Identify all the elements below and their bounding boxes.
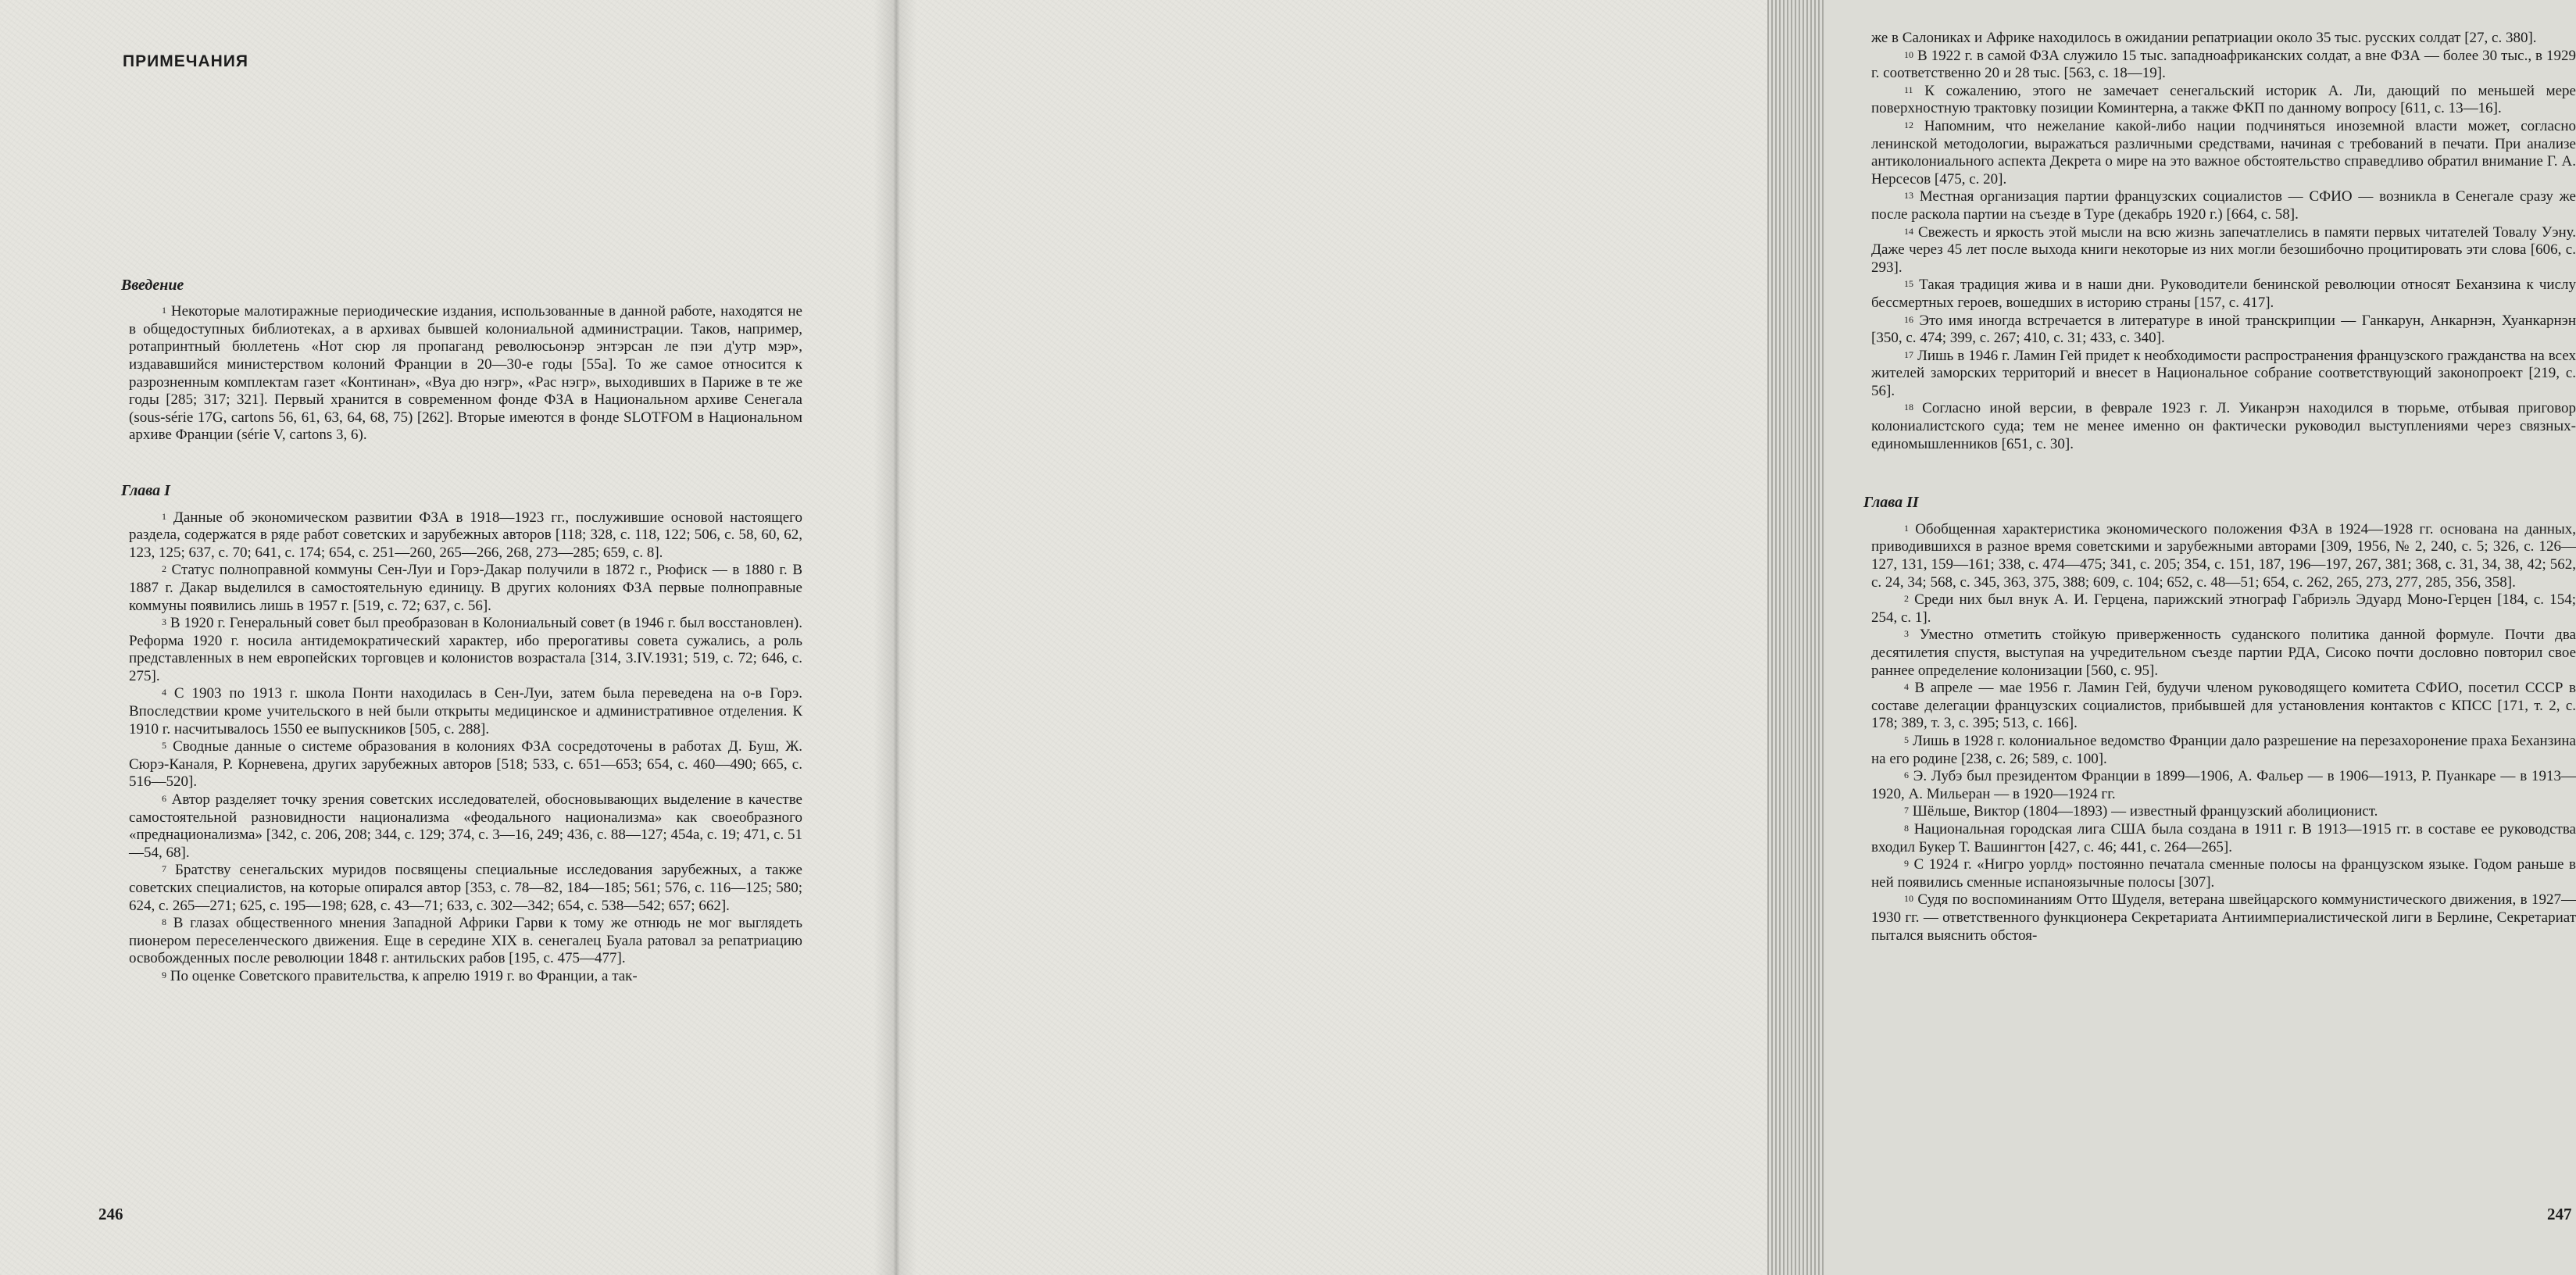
footnote-number: 1 bbox=[1904, 522, 1909, 534]
footnote-text: Обобщенная характеристика экономического положения ФЗА в 1924—1928 гг. основана на данных, приводившихся в разное время советскими и зарубежными авторами [309, 1956, № 2, 240, с. 5; 326, с. 126—127, 131, 159—161; 338, с. 474—475; 341, с. 205; 354, с. 151, 187, 196—197, 267, 381; 368, с. 31, 34, 38, 42; 562, с. 24, 34; 568, с. 345, 363, 375, 388; 609, с. 104; 652, с. 48—51; 654, с. 262, 265, 273, 277, 285, 356, 358]. bbox=[1871, 520, 2576, 591]
footnote-number: 8 bbox=[162, 916, 166, 928]
footnote-number: 9 bbox=[162, 969, 166, 980]
footnote-number: 8 bbox=[1904, 822, 1909, 834]
footnote-text: В 1922 г. в самой ФЗА служило 15 тыс. западноафриканских солдат, а вне ФЗА — более 30 тыс., в 1929 г. соответственно 20 и 28 тыс. [563, с. 18—19]. bbox=[1871, 47, 2576, 82]
footnote bbox=[1871, 348, 2576, 401]
footnote bbox=[129, 915, 802, 968]
footnote bbox=[1871, 83, 2576, 118]
footnote-number: 5 bbox=[1904, 734, 1909, 745]
footnote-number: 4 bbox=[162, 687, 166, 698]
footnote bbox=[1871, 768, 2576, 803]
intro-notes-list bbox=[129, 303, 802, 445]
footnote-number: 1 bbox=[162, 305, 166, 316]
footnote-text: По оценке Советского правительства, к апрелю 1919 г. во Франции, а так- bbox=[166, 967, 638, 984]
page-number-left: 246 bbox=[98, 1205, 123, 1223]
footnote bbox=[1871, 733, 2576, 768]
footnote-text: С 1903 по 1913 г. школа Понти находилась в Сен-Луи, затем была переведена на о-в Горэ. Впоследствии кроме учительского в ней были открыты медицинское и административное отделения. К 1910 г. насчитывалось 1550 ее выпускников [505, с. 288]. bbox=[129, 685, 802, 738]
page-number-right: 247 bbox=[2547, 1205, 2572, 1223]
footnote-text: Судя по воспоминаниям Отто Шуделя, ветерана швейцарского коммунистического движения, в 1927—1930 гг. — ответственного функционера Секретариата Антиимпериалистической лиги в Берлине, Секретариат пытался выяснить обстоя- bbox=[1871, 891, 2576, 944]
notes-title: ПРИМЕЧАНИЯ bbox=[123, 52, 248, 70]
footnote-number: 10 bbox=[1904, 48, 1913, 60]
footnote-number: 15 bbox=[1904, 278, 1913, 290]
footnote-text: Свежесть и яркость этой мысли на всю жизнь запечатлелись в памяти первых читателей Товалу Уэну. Даже через 45 лет после выхода книги некоторые из них могли безошибочно процитировать эти слова [606, с. 293]. bbox=[1871, 223, 2576, 276]
chapter-1-notes-continued-list bbox=[1871, 48, 2576, 454]
footnote bbox=[129, 685, 802, 738]
footnote-number: 6 bbox=[1904, 770, 1909, 781]
chapter-1-notes-list bbox=[129, 509, 802, 986]
footnote bbox=[1871, 400, 2576, 453]
left-page bbox=[0, 0, 899, 1275]
footnote-text: Такая традиция жива и в наши дни. Руководители бенинской революции относят Беханзина к числу бессмертных героев, вошедших в историю страны [157, с. 417]. bbox=[1871, 277, 2576, 311]
footnote bbox=[129, 738, 802, 791]
footnote-number: 3 bbox=[1904, 628, 1909, 640]
footnote-text: Национальная городская лига США была создана в 1911 г. В 1913—1915 гг. в составе ее руководства входил Букер Т. Вашингтон [427, с. 46; 441, с. 264—265]. bbox=[1871, 820, 2576, 855]
footnote-text: С 1924 г. «Нигро уорлд» постоянно печатала сменные полосы на французском языке. Годом раньше в ней появились сменные испаноязычные полосы [307]. bbox=[1871, 856, 2576, 891]
footnote-text: Уместно отметить стойкую приверженность суданского политика данной формуле. Почти два десятилетия спустя, выступая на учредительном съезде партии РДА, Сисоко почти дословно повторил свое раннее определение колонизации [560, с. 95]. bbox=[1871, 627, 2576, 679]
chapter-2-notes-list bbox=[1871, 521, 2576, 945]
left-text-column bbox=[121, 28, 802, 986]
footnote-text: Лишь в 1946 г. Ламин Гей придет к необходимости распространения французского гражданства на всех жителей заморских территорий и внесет в Национальное собрание соответствующий законопроект [219, с. 56]. bbox=[1871, 347, 2576, 399]
chapter-2-heading: Глава II bbox=[1863, 494, 1919, 512]
footnote bbox=[1871, 188, 2576, 223]
footnote bbox=[1871, 48, 2576, 83]
footnote-number: 2 bbox=[162, 563, 166, 575]
footnote-text: Шёльше, Виктор (1804—1893) — известный французский аболиционист. bbox=[1909, 803, 2378, 820]
footnote-number: 16 bbox=[1904, 313, 1913, 325]
footnote-number: 4 bbox=[1904, 681, 1909, 693]
footnote-number: 3 bbox=[162, 616, 166, 628]
footnote bbox=[1871, 856, 2576, 891]
footnote-number: 7 bbox=[1904, 805, 1909, 816]
footnote-number: 2 bbox=[1904, 593, 1909, 605]
footnote-text: В 1920 г. Генеральный совет был преобразован в Колониальный совет (в 1946 г. был восстановлен). Реформа 1920 г. носила антидемократический характер, ибо прерогативы совета сужались, а роль представленных в нем европейских торговцев и колонистов возрастала [314, 3.IV.1931; 519, с. 72; 646, с. 275]. bbox=[129, 615, 802, 684]
footnote bbox=[1871, 821, 2576, 856]
footnote bbox=[1871, 591, 2576, 627]
footnote bbox=[1871, 224, 2576, 277]
footnote-text: Братству сенегальских муридов посвящены специальные исследования зарубежных, а также советских специалистов, на которые опирался автор [353, с. 78—82, 184—185; 561; 576, с. 116—125; 580; 624, с. 265—271; 625, с. 195—198; 628, с. 43—71; 633, с. 302—342; 654, с. 538—542; 657; 662]. bbox=[129, 862, 802, 914]
footnote-text: Сводные данные о системе образования в колониях ФЗА сосредоточены в работах Д. Буш, Ж. Сюрэ-Каналя, Р. Корневена, других зарубежных авторов [518; 533, с. 651—653; 654, с. 460—490; 665, с. 516—520]. bbox=[129, 738, 802, 791]
footnote-text: Напомним, что нежелание какой-либо нации подчиняться иноземной власти может, согласно ленинской методологии, выражаться различными средствами, начиная с требований в печати. При анализе антиколониального аспекта Декрета о мире на это важное обстоятельство справедливо обратил внимание Г. А. Нерсесов [475, с. 20]. bbox=[1871, 117, 2576, 188]
footnote-number: 14 bbox=[1904, 225, 1913, 237]
footnote-text: Автор разделяет точку зрения советских исследователей, обосновывающих выделение в качестве самостоятельной разновидности национализма «феодального национализма» как своеобразного «преднационализма» [342, с. 206, 208; 344, с. 129; 374, с. 3—16, 249; 436, с. 88—127; 454а, с. 19; 471, с. 51—54, 68]. bbox=[129, 791, 802, 861]
footnote-number: 5 bbox=[162, 740, 166, 752]
footnote-text: В глазах общественного мнения Западной Африки Гарви к тому же отнюдь не мог выглядеть пионером переселенческого движения. Еще в середине XIX в. сенегалец Буала ратовал за репатриацию освобожденных после революции 1848 г. антильских рабов [195, с. 475—477]. bbox=[129, 915, 802, 967]
footnote-text: Некоторые малотиражные периодические издания, использованные в данной работе, находятся не в общедоступных библиотеках, а в архивах бывшей колониальной администрации. Таков, например, ротапринтный бюллетень «Нот сюр ля пропаганд революсьонэр энтэрсан ле пэи д'утр мэр», издававшийся министерством колоний Франции в 20—30-е годы [55а]. То же самое относится к разрозненным комплектам газет «Континан», «Вуа дю нэгр», «Рас нэгр», выходивших в Париже в те же годы [285; 317; 321]. Первый хранится в современном фонде ФЗА в Национальном архиве Сенегала (sous-série 17G, cartons 56, 61, 63, 64, 68, 75) [262]. Вторые имеются в фонде SLOTFOM в Национальном архиве Франции (série V, cartons 3, 6). bbox=[129, 303, 802, 444]
chapter-1-heading: Глава I bbox=[121, 481, 170, 499]
footnote-text: Согласно иной версии, в феврале 1923 г. Л. Уиканрэн находился в тюрьме, отбывая приговор колониалистского суда; тем не менее именно он фактически руководил выступлениями через связных-единомышленников [651, с. 30]. bbox=[1871, 400, 2576, 452]
footnote bbox=[1871, 891, 2576, 945]
footnote-number: 9 bbox=[1904, 858, 1909, 870]
footnote bbox=[129, 862, 802, 915]
footnote-number: 10 bbox=[1904, 893, 1913, 905]
footnote bbox=[1871, 627, 2576, 680]
footnote bbox=[129, 509, 802, 562]
footnote-text: Это имя иногда встречается в литературе в иной транскрипции — Ганкарун, Анкарнэн, Хуанкарнэн [350, с. 474; 399, с. 267; 410, с. 31; 433, с. 340]. bbox=[1871, 312, 2576, 347]
footnote-text: Местная организация партии французских социалистов — СФИО — возникла в Сенегале сразу же после раскола партии на съезде в Туре (декабрь 1920 г.) [664, с. 58]. bbox=[1871, 188, 2576, 223]
footnote-text: Данные об экономическом развитии ФЗА в 1918—1923 гг., послужившие основой настоящего раздела, содержатся в ряде работ советских и зарубежных авторов [118; 328, с. 118, 122; 506, с. 58, 60, 62, 123, 125; 637, с. 70; 641, с. 174; 654, с. 251—260, 265—266, 268, 273—285; 659, с. 8]. bbox=[129, 509, 802, 561]
footnote bbox=[1871, 312, 2576, 348]
footnote-number: 12 bbox=[1904, 119, 1913, 130]
footnote bbox=[1871, 521, 2576, 591]
footnote bbox=[129, 303, 802, 445]
right-page bbox=[899, 0, 2576, 1275]
footnote bbox=[1871, 680, 2576, 733]
footnote-number: 11 bbox=[1904, 84, 1913, 95]
footnote-number: 1 bbox=[162, 510, 166, 522]
footnote-text: Статус полноправной коммуны Сен-Луи и Горэ-Дакар получили в 1872 г., Рюфиск — в 1880 г. В 1887 г. Дакар выделился в самостоятельную единицу. В других колониях ФЗА первые полноправные коммуны появились лишь в 1957 г. [519, с. 72; 637, с. 56]. bbox=[129, 562, 802, 614]
footnote bbox=[129, 791, 802, 862]
footnote-text: Среди них был внук А. И. Герцена, парижский этнограф Габриэль Эдуард Моно-Герцен [184, с. 154; 254, с. 1]. bbox=[1871, 591, 2576, 626]
footnote-number: 7 bbox=[162, 863, 166, 875]
footnote bbox=[1871, 118, 2576, 188]
footnote bbox=[129, 562, 802, 615]
continued-note-text: же в Салониках и Африке находилось в ожидании репатриации около 35 тыс. русских солдат [27, с. 380]. bbox=[1871, 30, 2537, 46]
footnote-text: В апреле — мае 1956 г. Ламин Гей, будучи членом руководящего комитета СФИО, посетил СССР в составе делегации французских социалистов, прибывшей для установления контактов с КПСС [171, т. 2, с. 178; 389, т. 3, с. 395; 513, с. 166]. bbox=[1871, 680, 2576, 732]
footnote-number: 6 bbox=[162, 793, 166, 805]
right-text-column bbox=[1863, 30, 2576, 945]
footnote-number: 17 bbox=[1904, 348, 1913, 360]
intro-heading: Введение bbox=[121, 276, 184, 294]
footnote-text: Э. Лубэ был президентом Франции в 1899—1906, А. Фальер — в 1906—1913, Р. Пуанкаре — в 1913—1920, А. Мильеран — в 1920—1924 гг. bbox=[1871, 768, 2576, 802]
footnote-text: Лишь в 1928 г. колониальное ведомство Франции дало разрешение на перезахоронение праха Беханзина на его родине [238, с. 26; 589, с. 100]. bbox=[1871, 732, 2576, 767]
footnote-number: 13 bbox=[1904, 190, 1913, 202]
footnote bbox=[1871, 277, 2576, 312]
footnote bbox=[1871, 803, 2576, 821]
footnote bbox=[129, 615, 802, 685]
footnote-number: 18 bbox=[1904, 402, 1913, 413]
footnote-text: К сожалению, этого не замечает сенегальский историк А. Ли, дающий по меньшей мере поверхностную трактовку позиции Коминтерна, а также ФКП по данному вопросу [611, с. 13—16]. bbox=[1871, 82, 2576, 117]
footnote bbox=[129, 968, 802, 986]
